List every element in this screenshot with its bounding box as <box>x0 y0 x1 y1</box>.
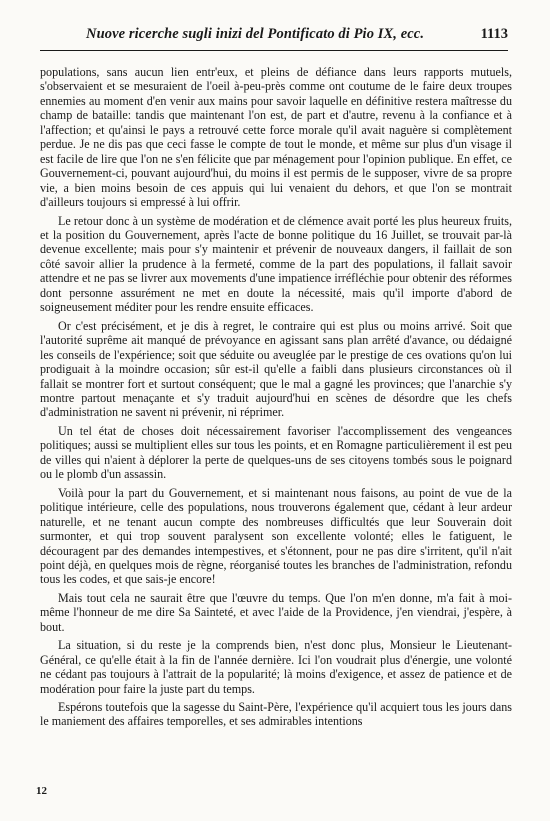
paragraph: Espérons toutefois que la sagesse du Saint-Père, l'expérience qu'il acquiert tous les jours dans le maniement des affaires temporelles, et ses admirables intentions <box>40 700 512 729</box>
printer-signature: 12 <box>36 785 47 797</box>
paragraph: populations, sans aucun lien entr'eux, et pleins de défiance dans leurs rapports mutuels, s'observaient et se mesuraient de l'oeil à-peu-près comme ont coutume de le faire deux troupes ennemies au moment d'en venir aux mains pour savoir laquelle en définitive restera maîtresse du champ de bataille: tandis que maintenant l'on est, de part et d'autre, revenu à la confiance et à l'affection; et qu'ainsi le pays a retrouvé cette force morale qu'il avait naguère si complètement perdue. Je ne dis pas que ceci fasse le compte de tout le monde, et même sur plus d'un visage il est facile de lire que l'on ne s'en félicite que par ménagement pour l'opinion publique. En effet, ce Gouvernement-ci, pouvant aujourd'hui, du moins il est permis de le supposer, vivre de sa propre vie, a bien moins besoin de ces appuis qui lui venaient du dehors, et que l'on se montrait d'ailleurs toujours si empressé à lui offrir. <box>40 65 512 210</box>
paragraph: La situation, si du reste je la comprends bien, n'est donc plus, Monsieur le Lieutenant-Général, ce qu'elle était à la fin de l'année dernière. Ici l'on voudrait plus d'énergie, une volonté ne cédant pas toujours à l'attrait de la popularité; là moins d'exigence, et assez de patience et de modération pour faire la juste part du temps. <box>40 638 512 696</box>
running-header <box>40 26 508 51</box>
body-text <box>40 65 512 733</box>
paragraph: Un tel état de choses doit nécessairement favoriser l'accomplissement des vengeances politiques; aussi se multiplient elles sur tous les points, et en Romagne particulièrement il est peu de villes qui n'aient à déplorer la perte de quelques-uns de ses citoyens tombés sous le poignard ou le plomb d'un assassin. <box>40 423 512 482</box>
running-title: Nuove ricerche sugli inizi del Pontificato di Pio IX, ecc. <box>86 26 425 42</box>
paragraph: Le retour donc à un système de modération et de clémence avait porté les plus heureux fruits, et la position du Gouvernement, après l'acte de bonne politique du 16 Juillet, se trouvait par-là devenue excellente; mais pour s'y maintenir et prévenir de nouveaux dangers, il faillait de son côté savoir allier la prudence à la fermeté, comme de la part des populations, il fallait savoir attendre et ne pas se livrer aux movements d'une impatience irréfléchie pour obtenir des réformes dont personne assurément ne met en doute la nécessité, mais qu'il importe d'abord de soigneusement méditer pour les rendre ensuite efficaces. <box>40 213 512 315</box>
page-number: 1113 <box>480 26 508 42</box>
paragraph: Or c'est précisément, et je dis à regret, le contraire qui est plus ou moins arrivé. Soit que l'autorité suprême ait manqué de prévoyance en agissant sans plan arrêté d'avance, ou dédaigné les conseils de l'expérience; soit que séduite ou aveuglée par le prestige de ces ovations qu'on lui prodiguait à la moindre occasion; sûr est-il qu'elle a faibli dans plusieurs circonstances où il fallait se montrer fort et surtout conséquent; que le mal a gagné les provinces; que l'anarchie s'y montre partout menaçante et s'y traduit aujourd'hui en scènes de désordre que les chefs d'administration ne savent ni prévenir, ni réprimer. <box>40 318 512 420</box>
paragraph: Voilà pour la part du Gouvernement, et si maintenant nous faisons, au point de vue de la politique intérieure, celle des populations, nous trouverons également que, cédant à leur ardeur naturelle, et ne tenant aucun compte des nombreuses difficultés que leur Souverain doit surmonter, et qui trop souvent paralysent son excellente volonté; elles le fatiguent, le découragent par des demandes intempestives, et s'étonnent, pour ne pas dire s'irritent, qu'il n'ait point déjà, en quelques mois de règne, réorganisé toutes les branches de l'administration, refondu tous les codes, et que sais-je encore! <box>40 485 512 587</box>
paragraph: Mais tout cela ne saurait être que l'œuvre du temps. Que l'on m'en donne, m'a fait à moi-même l'honneur de me dire Sa Sainteté, et avec l'aide de la Providence, j'en viendrai, j'espère, à bout. <box>40 590 512 634</box>
